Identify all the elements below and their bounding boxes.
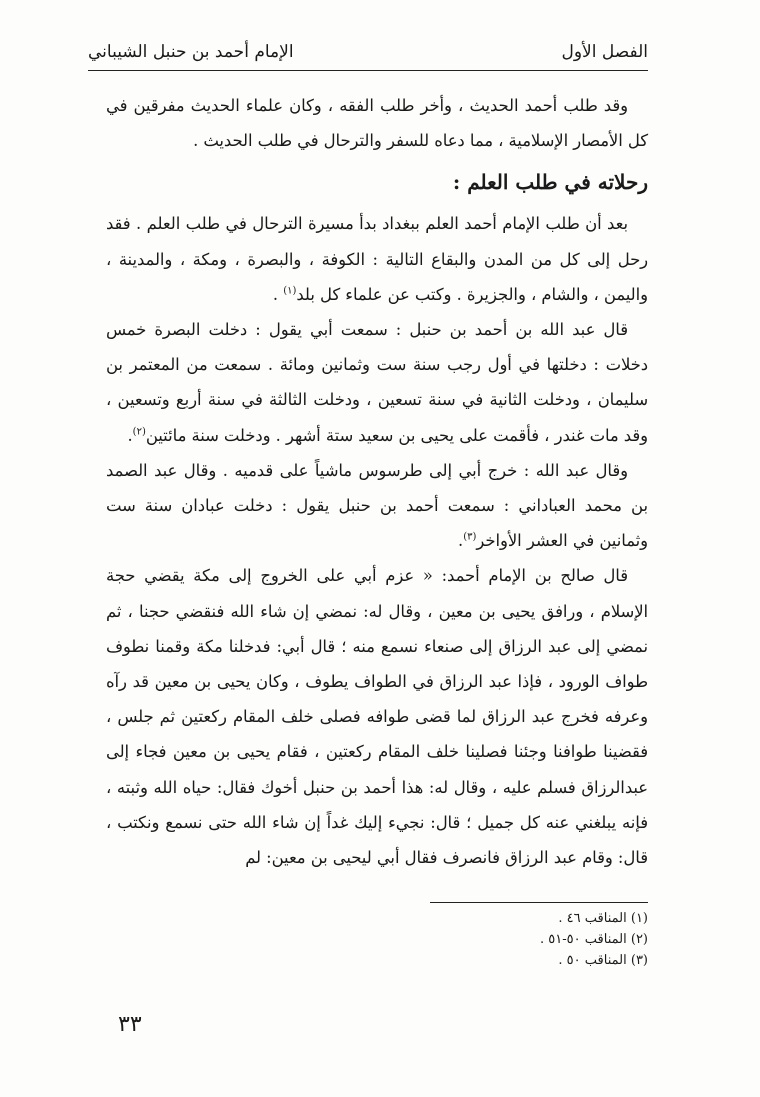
book-title: الإمام أحمد بن حنبل الشيباني xyxy=(88,42,294,62)
running-head xyxy=(88,34,648,70)
section-heading: رحلاته في طلب العلم : xyxy=(452,170,648,195)
footnote: (١) المناقب ٤٦ . xyxy=(558,911,648,926)
paragraph-text: بعد أن طلب الإمام أحمد العلم ببغداد بدأ مسيرة الترحال في طلب العلم . فقد رحل إلى كل من المدن والبقاع التالية : الكوفة ، والبصرة ، ومكة ، والمدينة ، واليمن ، والشام ، والجزيرة . وكتب عن علماء كل بلد xyxy=(106,214,648,304)
paragraph-end: . xyxy=(272,284,284,304)
footnotes xyxy=(348,908,648,971)
paragraph-text: قال عبد الله بن أحمد بن حنبل : سمعت أبي يقول : دخلت البصرة خمس دخلات : دخلتها في أول رجب سنة ست وثمانين ومائة . سمعت من المعتمر بن سليمان ، ودخلت الثانية في سنة تسعين ، ودخلت الثالثة في سنة أربع وتسعين ، وقد مات غندر ، فأقمت على يحيى بن سعيد ستة أشهر . ودخلت سنة مائتين xyxy=(106,320,648,445)
footnote: (٣) المناقب ٥٠ . xyxy=(558,953,648,968)
paragraph-text: وقال عبد الله : خرج أبي إلى طرسوس ماشياً على قدميه . وقال عبد الصمد بن محمد العباداني : سمعت أحمد بن حنبل يقول : دخلت عبادان سنة ست وثمانين في العشر الأواخر xyxy=(106,460,648,551)
page-number: ٣٣ xyxy=(118,1012,142,1037)
header-rule xyxy=(88,70,648,71)
paragraph-end: . xyxy=(458,531,464,551)
footnote-marker: (٣) xyxy=(463,531,477,543)
paragraph xyxy=(106,558,648,875)
body-text xyxy=(106,88,648,875)
paragraph xyxy=(106,206,648,312)
paragraph-text: قال صالح بن الإمام أحمد: « عزم أبي على الخروج إلى مكة يقضي حجة الإسلام ، ورافق يحيى بن معين ، وقال له: نمضي إن شاء الله فنقضي حجنا ، ثم نمضي إلى عبد الرزاق إلى صنعاء نسمع منه ؛ قال أبي: فدخلنا مكة وقمنا نطوف طواف الورود ، فإذا عبد الرزاق في الطواف يطوف ، وكان يحيى بن معين قد رآه وعرفه فخرج عبد الرزاق لما قضى طوافه فصلى خلف المقام ركعتين ثم جلس ، فقضينا طوافنا وجئنا فصلينا خلف المقام ركعتين ، فقام يحيى بن معين فجاء إلى عبدالرزاق فسلم عليه ، وقال له: هذا أحمد بن حنبل أخوك فقال: حياه الله وثبته ، فإنه يبلغني عنه كل جميل ؛ قال: نجيء إليك غداً إن شاء الله حتى نسمع ونكتب ، قال: وقام عبد الرزاق فانصرف فقال أبي ليحيى بن معين: لم xyxy=(106,566,648,868)
paragraph xyxy=(106,453,648,559)
footnote-rule xyxy=(430,902,648,903)
footnote: (٢) المناقب ٥٠-٥١ . xyxy=(540,932,648,947)
chapter-title: الفصل الأول xyxy=(561,42,648,62)
footnote-marker: (٢) xyxy=(132,426,146,438)
paragraph-text: وقد طلب أحمد الحديث ، وأخر طلب الفقه ، وكان علماء الحديث مفرقين في كل الأمصار الإسلامية ، مما دعاه للسفر والترحال في طلب الحديث . xyxy=(106,96,648,151)
footnote-marker: (١) xyxy=(283,285,297,297)
paragraph xyxy=(106,312,648,453)
paragraph-end: . xyxy=(127,425,133,445)
paragraph xyxy=(106,88,648,158)
